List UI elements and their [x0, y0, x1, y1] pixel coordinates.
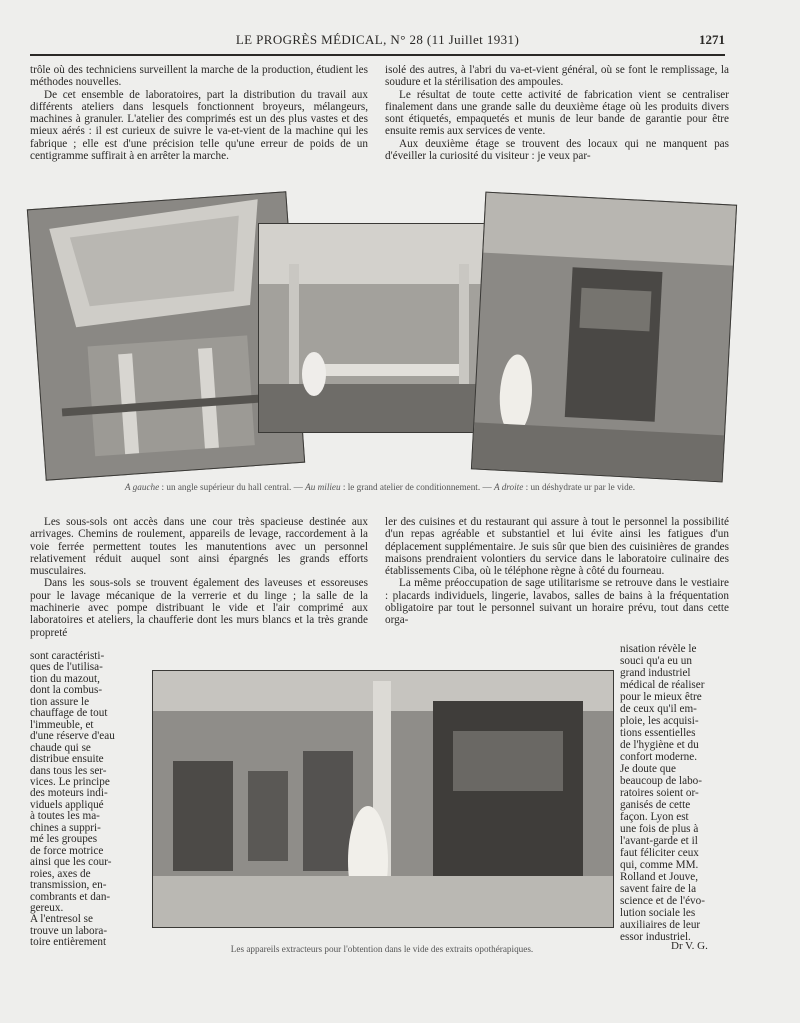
- text-line: dans tous les ser-: [30, 764, 107, 777]
- text-line: grand industriel: [620, 667, 691, 679]
- text-line: pour le mieux être: [620, 691, 702, 703]
- text-line: tion du mazout,: [30, 672, 100, 685]
- paragraph: Dans les sous-sols se trouvent également des laveuses et essoreuses pour le lavage mécanique de la verrerie et du linge ; la salle de la machinerie avec pompe distribuant le vide et l'air comprimé aux laboratoires et ateliers, la chaufferie dont les murs blancs et la très grande propreté: [30, 577, 368, 639]
- top-right-column: [385, 64, 729, 162]
- page-number: 1271: [699, 32, 725, 47]
- text-line: vices. Le principe: [30, 775, 110, 788]
- top-left-column: [30, 64, 368, 162]
- text-line: dont la combus-: [30, 684, 103, 697]
- text-line: à toutes les ma-: [30, 810, 100, 823]
- text-line: de ceux qu'il em-: [620, 703, 697, 715]
- caption-label-left: A gauche: [124, 482, 160, 492]
- text-line: l'immeuble, et: [30, 718, 94, 731]
- text-line: faut féliciter ceux: [620, 847, 699, 859]
- caption-label-middle: Au milieu: [305, 482, 341, 492]
- text-line: trouve un labora-: [30, 924, 108, 937]
- journal-title: LE PROGRÈS MÉDICAL, N° 28 (11 Juillet 1931): [235, 32, 520, 47]
- text-line: chines a suppri-: [30, 821, 101, 834]
- text-line: de force motrice: [30, 844, 104, 857]
- text-line: auxiliaires de leur: [620, 919, 701, 931]
- text-line: ploie, les acquisi-: [620, 715, 699, 727]
- photo-atelier-conditionnement: [258, 223, 508, 433]
- author-signature: Dr V. G.: [671, 940, 708, 952]
- paragraph: La même préoccupation de sage utilitarisme se retrouve dans le vestiaire : placards individuels, lingerie, lavabos, salles de bains à la fréquentation obligatoire par tout le personnel suivant un horaire prévu, tout dans cette orga-: [385, 577, 729, 627]
- text-line: tion assure le: [30, 695, 90, 708]
- atelier-photo-drawing: [259, 224, 507, 432]
- bottom-photo-caption: Les appareils extracteurs pour l'obtention dans le vide des extraits opothérapiques.: [230, 944, 534, 954]
- deshydrateur-photo-drawing: [472, 193, 736, 482]
- text-line: chaude qui se: [30, 741, 91, 754]
- text-line: viduels appliqué: [30, 798, 104, 811]
- text-line: ainsi que les cour-: [30, 856, 112, 869]
- text-line: tions essentielles: [620, 727, 696, 739]
- paragraph: Aux deuxième étage se trouvent des locaux qui ne manquent pas d'éveiller la curiosité du visiteur : je veux par-: [385, 137, 729, 163]
- paragraph: De cet ensemble de laboratoires, part la distribution du travail aux différents ateliers dans lesquels fonctionnent broyeurs, mélangeurs, machines à granuler. L'atelier des comprimés est un des plus vastes et des mieux aérés : il est curieux de suivre le va-et-vient de la machine qui les fabrique ; elle est d'une précision telle qu'une erreur de poids de un centigramme suffirait à en arrêter la marche.: [30, 88, 368, 163]
- text-line: A l'entresol se: [30, 913, 93, 926]
- mid-right-column: [385, 516, 729, 627]
- paragraph: ler des cuisines et du restaurant qui assure à tout le personnel la possibilité d'un repas agréable et substantiel et lui évite ainsi les fatigues d'un déplacement supplémentaire. Je suis sûr que bien des cuisinières de grandes maisons prendraient volontiers du service dans le laboratoire culinaire des établissements Ciba, où le téléphone règne à côté du fourneau.: [385, 516, 729, 578]
- caption-text-right: : un déshydrate ur par le vide.: [523, 482, 636, 492]
- caption-text-left: : un angle supérieur du hall central. —: [159, 482, 306, 492]
- text-line: beaucoup de labo-: [620, 775, 703, 787]
- text-line: savent faire de la: [620, 883, 697, 895]
- text-line: souci qu'a eu un: [620, 655, 692, 667]
- running-header: [30, 30, 725, 56]
- text-line: d'une réserve d'eau: [30, 730, 115, 743]
- text-line: ganisés de cette: [620, 799, 691, 811]
- photo-appareils-extracteurs: [152, 670, 614, 928]
- paragraph: isolé des autres, à l'abri du va-et-vient général, où se font le remplissage, la soudure et la stérilisation des ampoules.: [385, 64, 729, 89]
- text-line: médical de réaliser: [620, 679, 705, 691]
- text-line: toire entièrement: [30, 936, 107, 949]
- narrow-right-column: [620, 643, 738, 943]
- mid-left-column: [30, 516, 368, 639]
- text-line: de l'hygiène et du: [620, 739, 699, 751]
- text-line: Je doute que: [620, 763, 676, 775]
- text-line: science et de l'évo-: [620, 895, 705, 907]
- narrow-left-column: [30, 651, 137, 949]
- text-line: combrants et dan-: [30, 890, 111, 903]
- text-line: transmission, en-: [30, 879, 107, 892]
- text-line: façon. Lyon est: [620, 811, 689, 823]
- caption-label-right: A droite: [493, 482, 524, 492]
- text-line: chauffage de tout: [30, 707, 108, 720]
- text-line: nisation révèle le: [620, 643, 697, 655]
- paragraph: Le résultat de toute cette activité de fabrication vient se centraliser finalement dans une grande salle du deuxième étage où les produits divers sont étiquetés, empaquetés et munis de leur bande de garantie pour être ensuite remis aux services de vente.: [385, 88, 729, 138]
- text-line: distribue ensuite: [30, 753, 104, 766]
- text-line: confort moderne.: [620, 751, 698, 763]
- text-line: ques de l'utilisa-: [30, 661, 103, 674]
- extracteurs-photo-drawing: [153, 671, 613, 927]
- text-line: des moteurs indi-: [30, 787, 108, 800]
- text-line: qui, comme MM.: [620, 859, 699, 871]
- text-line: Rolland et Jouve,: [620, 871, 698, 883]
- text-line: roies, axes de: [30, 867, 91, 880]
- text-line: mé les groupes: [30, 833, 98, 846]
- paragraph: trôle où des techniciens surveillent la marche de la production, étudient les méthodes nouvelles.: [30, 64, 368, 89]
- paragraph: Les sous-sols ont accès dans une cour très spacieuse destinée aux arrivages. Chemins de roulement, appareils de levage, raccordement à la voie ferrée permettent toutes les manutentions avec un personnel relativement réduit auquel sont ainsi épargnés les grands efforts musculaires.: [30, 516, 368, 578]
- caption-text-middle: : le grand atelier de conditionnement. —: [340, 482, 494, 492]
- text-line: une fois de plus à: [620, 823, 699, 835]
- text-line: lution sociale les: [620, 907, 696, 919]
- text-line: sont caractéristi-: [30, 650, 105, 662]
- text-line: gereux.: [30, 901, 64, 914]
- photo-deshydrateur: [471, 192, 737, 483]
- text-line: ratoires soient or-: [620, 787, 699, 799]
- top-photo-caption: [30, 482, 730, 492]
- text-line: essor industriel.: [620, 931, 691, 943]
- text-line: l'avant-garde et il: [620, 835, 698, 847]
